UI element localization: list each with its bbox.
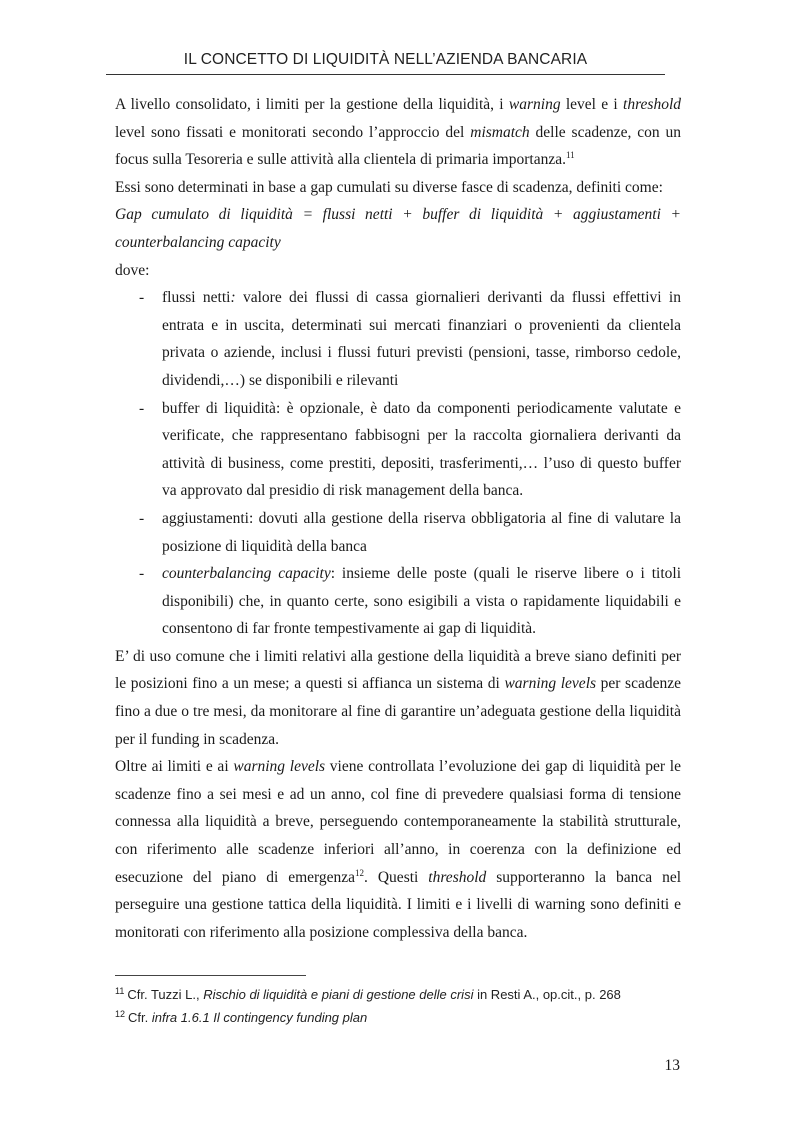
formula: Gap cumulato di liquidità = flussi netti + buffer di liquidità + aggiustamenti + counterbalancing capacity [115,206,681,251]
paragraph-3: E’ di uso comune che i limiti relativi alla gestione della liquidità a breve siano definiti per le posizioni fino a un mese; a questi si affianca un sistema di warning levels per scadenze fino a due o tre mesi, da monitorare al fine di garantire un’adeguata gestione della liquidità per il funding in scadenza. [115,647,681,748]
header-divider [106,74,665,75]
page-number: 13 [664,1057,680,1074]
footnote-ref-11[interactable]: 11 [565,150,575,161]
list-item-buffer: - buffer di liquidità: è opzionale, è dato da componenti periodicamente valutate e verificate, che rappresentano fabbisogni per la raccolta giornaliera derivanti da attività di business, come prestiti, depositi, trasferimenti,… l’uso di questo buffer va approvato dal presidio di risk management della banca. [115,395,681,505]
dove-label: dove: [115,261,150,279]
running-header: IL CONCETTO DI LIQUIDITÀ NELL’AZIENDA BANCARIA [183,51,588,68]
footnote-11: $^{11}$ Cfr. Tuzzi L., Rischio di liquidità e piani di gestione delle crisi in Resti A., op.cit., p. 268 [115,985,621,1002]
paragraph-1: A livello consolidato, i limiti per la gestione della liquidità, i warning level e i threshold level sono fissati e monitorati secondo l’approccio del mismatch delle scadenze, con un focus sulla Tesoreria e sulle attività alla clientela di primaria importanza.$^{11}$ [115,96,682,169]
paragraph-4: Oltre ai limiti e ai warning levels viene controllata l’evoluzione dei gap di liquidità per le scadenze fino a sei mesi e ad un anno, col fine di prevedere qualsiasi forma di tensione connessa alla liquidità a breve, perseguendo contemporaneamente la stabilità strutturale, con riferimento alle scadenze inferiori all’anno, in coerenza con la definizione ed esecuzione del piano di emergenza$^{12}$. Questi threshold supporteranno la banca nel perseguire una gestione tattica della liquidità. I limiti e i livelli di warning sono definiti e monitorati con riferimento alla posizione complessiva della banca. [115,758,682,941]
dash-bullet: - [139,509,145,527]
footnote-divider [115,975,306,976]
dash-bullet: - [139,289,145,307]
list-item-counterbalancing: - counterbalancing capacity: insieme delle poste (quali le riserve libere o i titoli disponibili) che, in quanto certe, sono esigibili a vista o rapidamente liquidabili e consentono di far fronte tempestivamente ai gap di liquidità. [115,560,681,643]
dash-bullet: - [139,399,145,417]
footnote-ref-12[interactable]: 12 [355,867,365,878]
list-item-aggiustamenti: - aggiustamenti: dovuti alla gestione della riserva obbligatoria al fine di valutare la posizione di liquidità della banca [115,505,681,560]
footnote-12: $^{12}$ Cfr. infra 1.6.1 Il contingency funding plan [115,1008,368,1025]
list-item-flussi-netti: - flussi netti: valore dei flussi di cassa giornalieri derivanti da flussi effettivi in entrata e in uscita, determinati sui mercati finanziari o provenienti da clientela privata o aziende, inclusi i flussi futuri previsti (pensioni, tasse, rimborso cedole, dividendi,…) se disponibili e rilevanti [115,284,681,394]
paragraph-2: Essi sono determinati in base a gap cumulati su diverse fasce di scadenza, definiti come: [115,178,663,196]
footnotes [115,983,681,1029]
dash-bullet: - [139,565,145,583]
body-text [115,91,681,946]
definition-list [115,284,681,643]
